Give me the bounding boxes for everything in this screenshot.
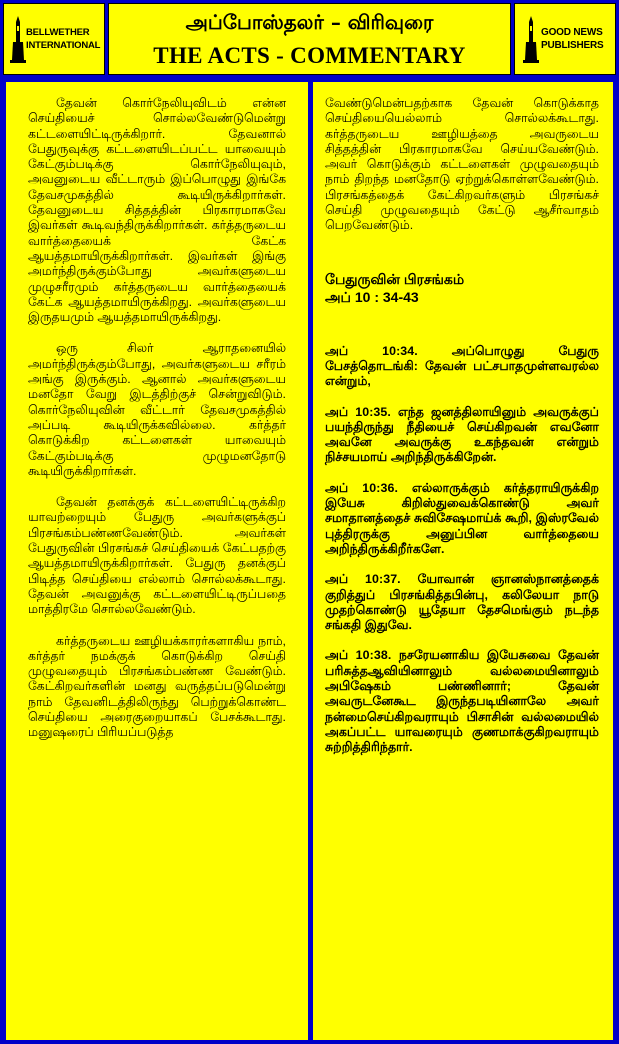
- verse: அப் 10:36. எல்லாருக்கும் கர்த்தராயிருக்கிற இயேசு கிறிஸ்துவைக்கொண்டு அவர் சமாதானத்தைச் சுவிசேஷமாய்க் கூறி, இஸ்ரவேல் புத்திரருக்கு அனுப்பின வார்த்தையை அறிந்திருக்கிறீர்களே.: [325, 480, 599, 556]
- bellwether-logo-text: [26, 26, 100, 52]
- title-box: [108, 3, 511, 75]
- verse: அப் 10:35. எந்த ஜனத்திலாயினும் அவருக்குப் பயந்திருந்து நீதியைச் செய்கிறவன் எவனோ அவனே அவருக்கு உகந்தவன் என்றும் நிச்சயமாய் அறிந்திருக்கிறேன்.: [325, 404, 599, 465]
- logo-right-line1: GOOD NEWS: [541, 27, 603, 38]
- paragraph-continuation: வேண்டுமென்பதற்காக தேவன் கொடுக்காத செய்தியையெல்லாம் சொல்லக்கூடாது. கர்த்தருடைய ஊழியத்தை அவருடைய சித்தத்தின் பிரகாரமாகவே செய்யவேண்டும். அவர் கொடுக்கும் கட்டளைகள் முழுவதையும் நாம் திறந்த மனதோடு ஏற்றுக்கொள்ளவேண்டும். பிரசங்கத்தைக் கேட்கிறவர்களும் பிரசங்கச் செய்தி முழுவதையும் கேட்டு ஆசீர்வாதம் பெறவேண்டும்.: [325, 96, 599, 233]
- good-news-logo-icon: [523, 14, 539, 64]
- paragraph: ஒரு சிலர் ஆராதனையில் அமர்ந்திருக்கும்போது, அவர்களுடைய சரீரம் அங்கு இருக்கும். ஆனால் அவர்களுடைய மனதோ வேறு இடத்திற்குச் சென்றுவிடும். கொர்நேலியுவின் வீட்டார் தேவசமுகத்தில் அப்படி கூடியிருக்கவில்லை. கர்த்தர் கொடுக்கிற கட்டளைகள் யாவையும் கேட்கும்படிக்கு முழுமனதோடு கூடியிருக்கிறார்கள்.: [28, 341, 286, 478]
- paragraph: கர்த்தருடைய ஊழியக்காரர்களாகிய நாம், கர்த்தர் நமக்குக் கொடுக்கிற செய்தி முழுவதையும் பிரசங்கம்பண்ண வேண்டும். கேட்கிறவர்களின் மனது வருத்தப்படுமென்று நாம் தேவனிடத்திலிருந்து பெற்றுக்கொண்ட செய்தியை அரைகுறையாகப் பேசக்கூடாது. மனுஷரைப் பிரியப்படுத்த: [28, 633, 286, 740]
- section-title: [325, 270, 599, 306]
- page-title-english: THE ACTS - COMMENTARY: [153, 43, 466, 68]
- verse: அப் 10:37. யோவான் ஞானஸ்நானத்தைக் குறித்துப் பிரசங்கித்தபின்பு, கலிலேயா நாடு முதற்கொண்டு யூதேயா தேசமெங்கும் நடந்த சங்கதி இதுவே.: [325, 572, 599, 633]
- header: [3, 3, 616, 75]
- section-title-line1: பேதுருவின் பிரசங்கம்: [325, 270, 465, 287]
- verse: அப் 10:38. நசரேயனாகிய இயேசுவை தேவன் பரிசுத்தஆவியினாலும் வல்லமையினாலும் அபிஷேகம் பண்ணினார்; தேவன் அவருடனேகூட இருந்தபடியினாலே அவர் நன்மைசெய்கிறவராயும் பிசாசின் வல்லமையில் அகப்பட்ட யாவரையும் குணமாக்குகிறவராயும் சுற்றித்திரிந்தார்.: [325, 648, 599, 755]
- paragraph: தேவன் கொர்நேலியுவிடம் என்ன செய்தியைச் சொல்லவேண்டுமென்று கட்டளையிட்டிருக்கிறார். தேவனால் பேதுருவுக்கு கட்டளையிடப்பட்ட யாவையும் கேட்கும்படிக்கு கொர்நேலியுவும், அவனுடைய வீட்டாரும் இப்பொழுது இங்கே தேவசமுகத்தில் கூடியிருக்கிறார்கள். தேவனுடைய சித்தத்தின் பிரகாரமாகவே இவர்கள் கூடிவந்திருக்கிறார்கள். கர்த்தருடைய வார்த்தையைக் கேட்க ஆயத்தமாயிருக்கிறார்கள். இவர்கள் இங்கு அமர்ந்திருக்கும்போது அவர்களுடைய முழுசரீரமும் கர்த்தருடைய வார்த்தையைக் கேட்க ஆயத்தமாயிருக்கிறது. அவர்களுடைய இருதயமும் ஆயத்தமாயிருக்கிறது.: [28, 96, 286, 325]
- logo-right-line2: PUBLISHERS: [541, 40, 604, 51]
- page-title-tamil: அப்போஸ்தலர் – விரிவுரை: [185, 10, 434, 34]
- section-title-line2: அப் 10 : 34-43: [325, 288, 419, 305]
- bellwether-logo-icon: [10, 14, 26, 64]
- right-column: [313, 82, 613, 1040]
- bellwether-logo: [3, 3, 105, 75]
- logo-left-line2: INTERNATIONAL: [26, 40, 101, 51]
- good-news-logo-text: [541, 26, 603, 52]
- good-news-logo: [514, 3, 616, 75]
- paragraph: தேவன் தனக்குக் கட்டளையிட்டிருக்கிற யாவற்றையும் பேதுரு அவர்களுக்குப் பிரசங்கம்பண்ணவேண்டும். அவர்கள் பேதுருவின் பிரசங்கச் செய்தியைக் கேட்பதற்கு ஆயத்தமாயிருக்கிறார்கள். பேதுரு தனக்குப் பிடித்த செய்தியை எல்லாம் சொல்லக்கூடாது. தேவன் அவனுக்கு கட்டளையிட்டிருப்பதை மாத்திரமே சொல்லவேண்டும்.: [28, 495, 286, 617]
- logo-left-line1: BELLWETHER: [26, 27, 90, 38]
- left-column: [6, 82, 308, 1040]
- verse: அப் 10:34. அப்பொழுது பேதுரு பேசத்தொடங்கி: தேவன் பட்சபாதமுள்ளவரல்ல என்றும்,: [325, 343, 599, 389]
